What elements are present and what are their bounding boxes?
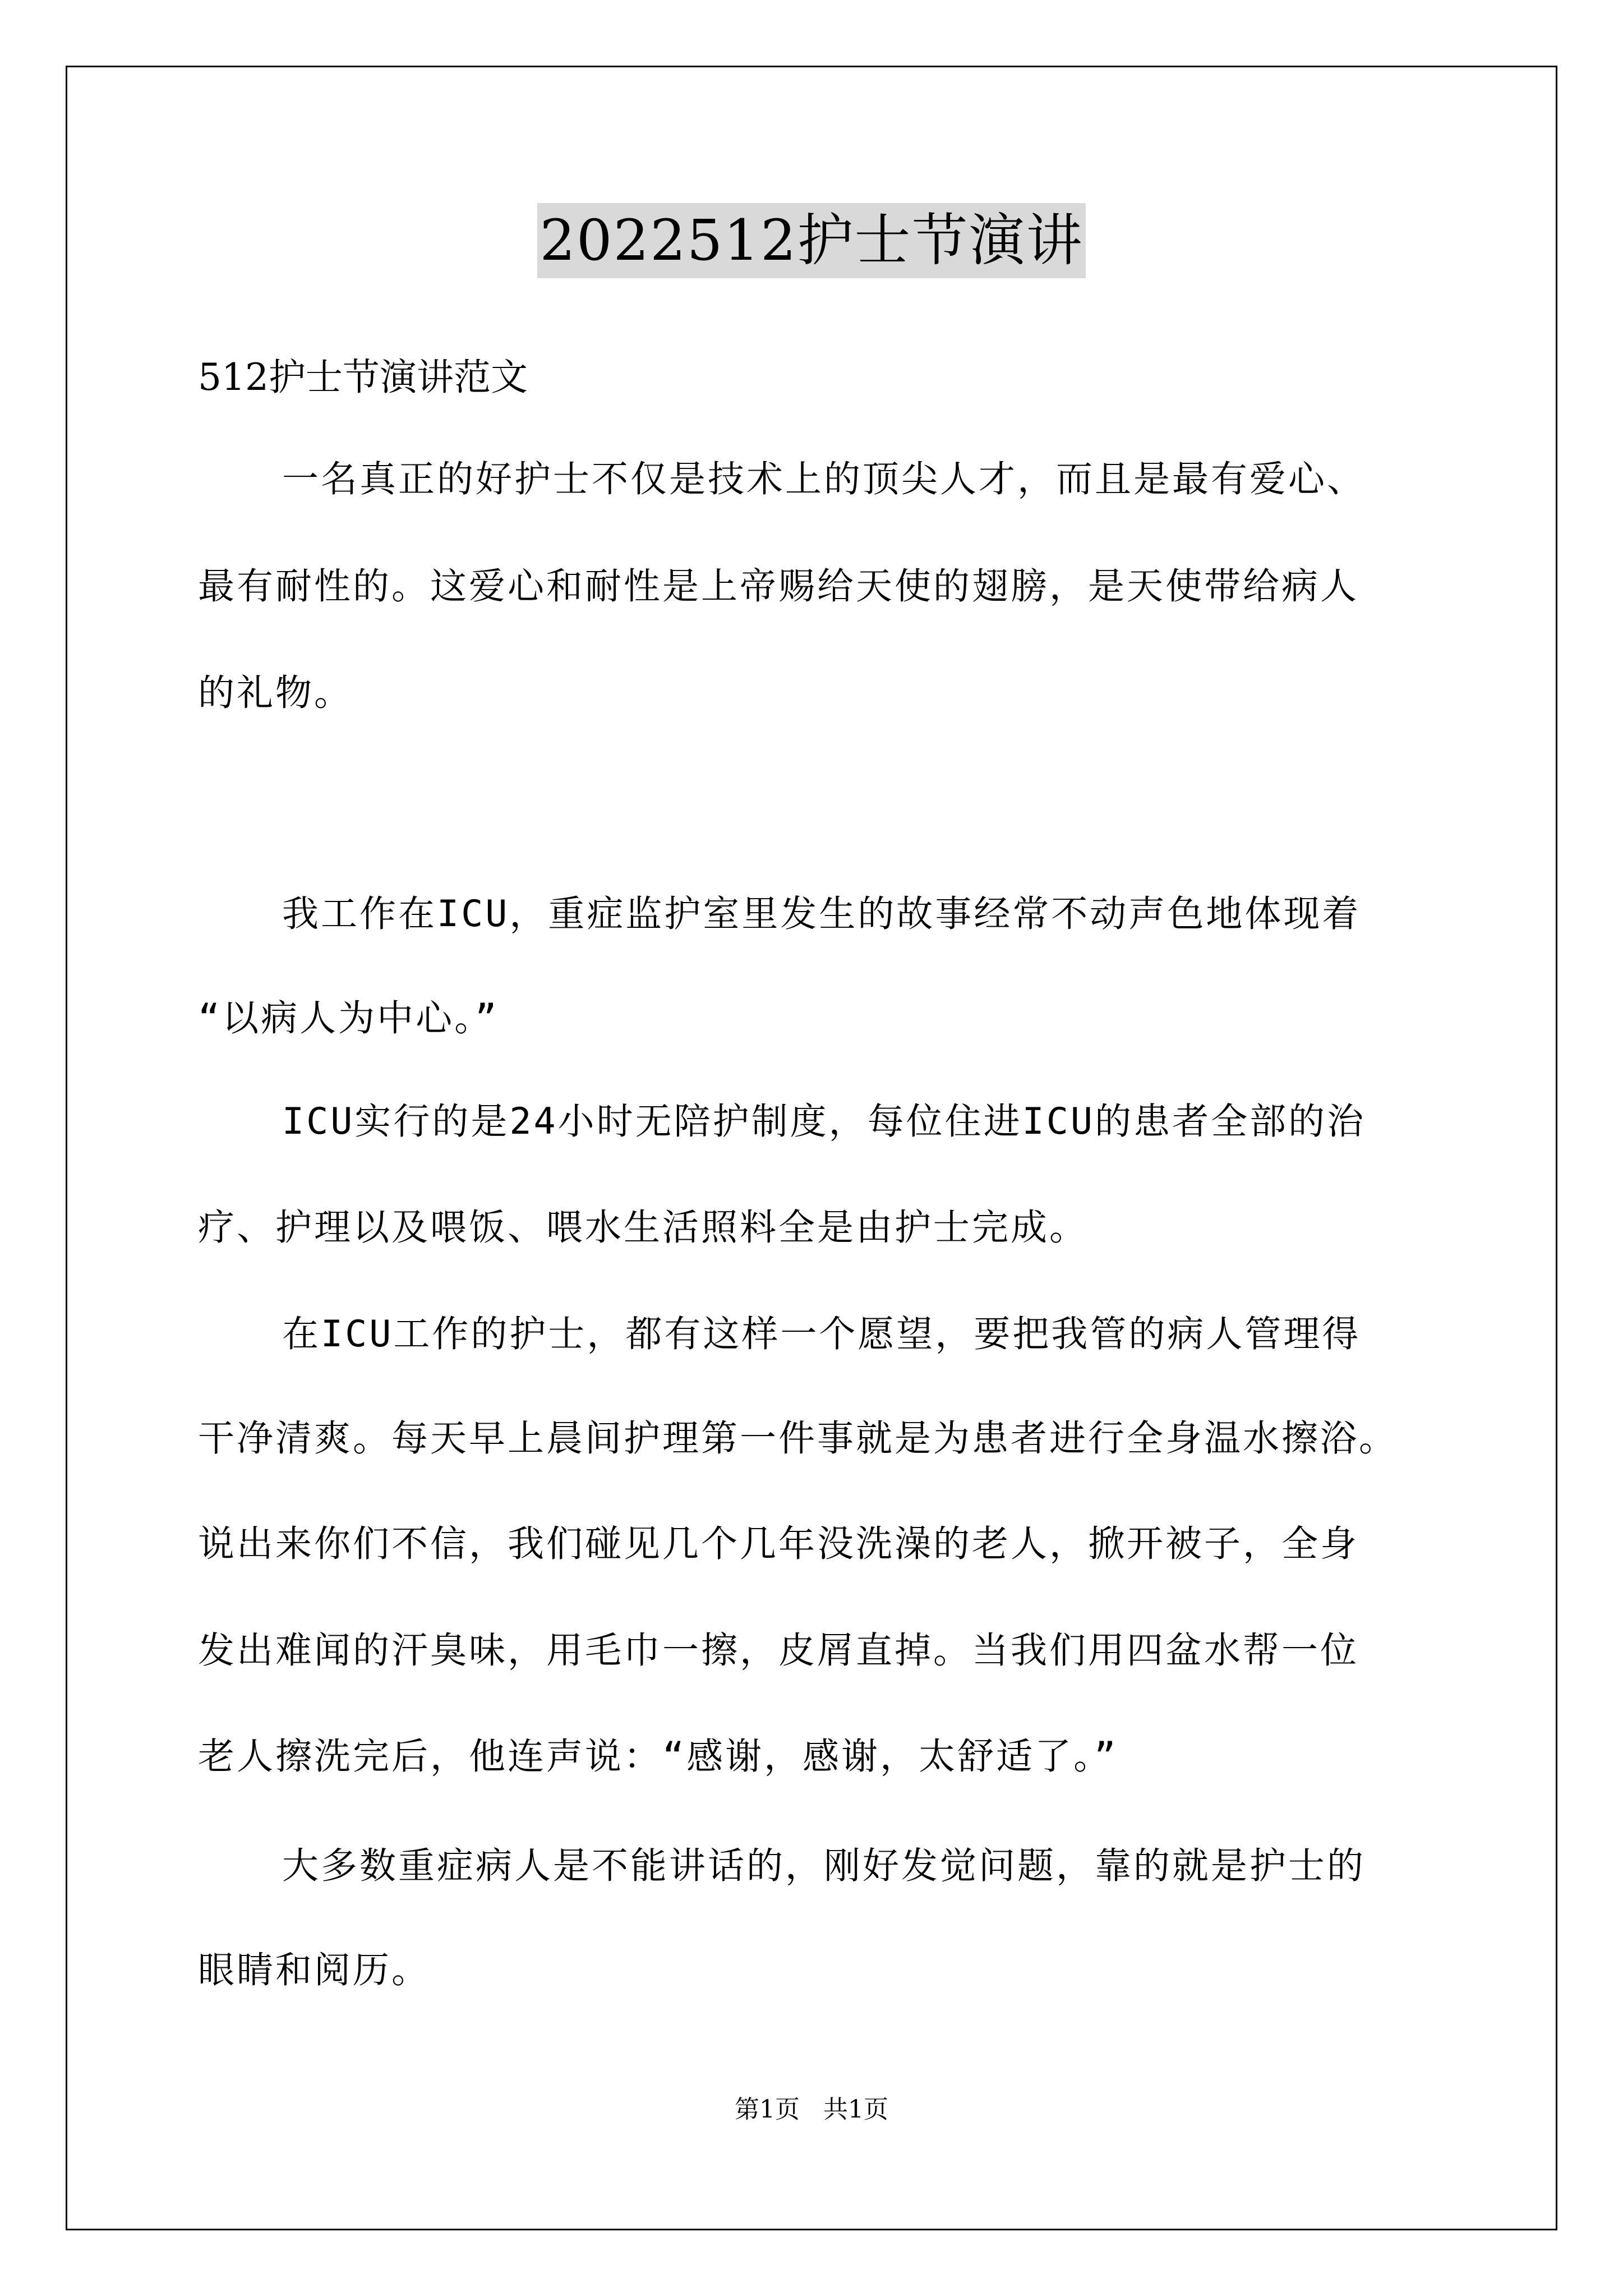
title-container <box>0 203 1623 278</box>
paragraph-1-line-3: 的礼物。 <box>198 672 353 714</box>
paragraph-5-line-1: 大多数重症病人是不能讲话的，刚好发觉问题，靠的就是护士的 <box>282 1845 1366 1887</box>
page-footer: 第1页 共1页 <box>735 2095 888 2124</box>
paragraph-5-line-2: 眼睛和阅历。 <box>198 1949 431 1991</box>
paragraph-4-line-5: 老人擦洗完后，他连声说：“感谢，感谢，太舒适了。” <box>198 1736 1118 1778</box>
paragraph-3-line-1: ICU实行的是24小时无陪护制度，每位住进ICU的患者全部的治 <box>282 1101 1366 1143</box>
paragraph-3-line-2: 疗、护理以及喂饭、喂水生活照料全是由护士完成。 <box>198 1207 1089 1249</box>
document-subtitle: 512护士节演讲范文 <box>198 356 528 399</box>
paragraph-2-line-2: “以病人为中心。” <box>198 997 499 1039</box>
document-title: 2022512护士节演讲 <box>537 203 1085 278</box>
paragraph-4-line-2: 干净清爽。每天早上晨间护理第一件事就是为患者进行全身温水擦浴。 <box>198 1418 1398 1460</box>
paragraph-4-line-1: 在ICU工作的护士，都有这样一个愿望，要把我管的病人管理得 <box>282 1313 1361 1355</box>
paragraph-4-line-4: 发出难闻的汗臭味，用毛巾一擦，皮屑直掉。当我们用四盆水帮一位 <box>198 1630 1359 1672</box>
paragraph-2-line-1: 我工作在ICU，重症监护室里发生的故事经常不动声色地体现着 <box>282 893 1361 935</box>
paragraph-4-line-3: 说出来你们不信，我们碰见几个几年没洗澡的老人，掀开被子，全身 <box>198 1523 1359 1565</box>
paragraph-1-line-2: 最有耐性的。这爱心和耐性是上帝赐给天使的翅膀，是天使带给病人 <box>198 565 1359 608</box>
paragraph-1-line-1: 一名真正的好护士不仅是技术上的顶尖人才，而且是最有爱心、 <box>282 458 1366 500</box>
